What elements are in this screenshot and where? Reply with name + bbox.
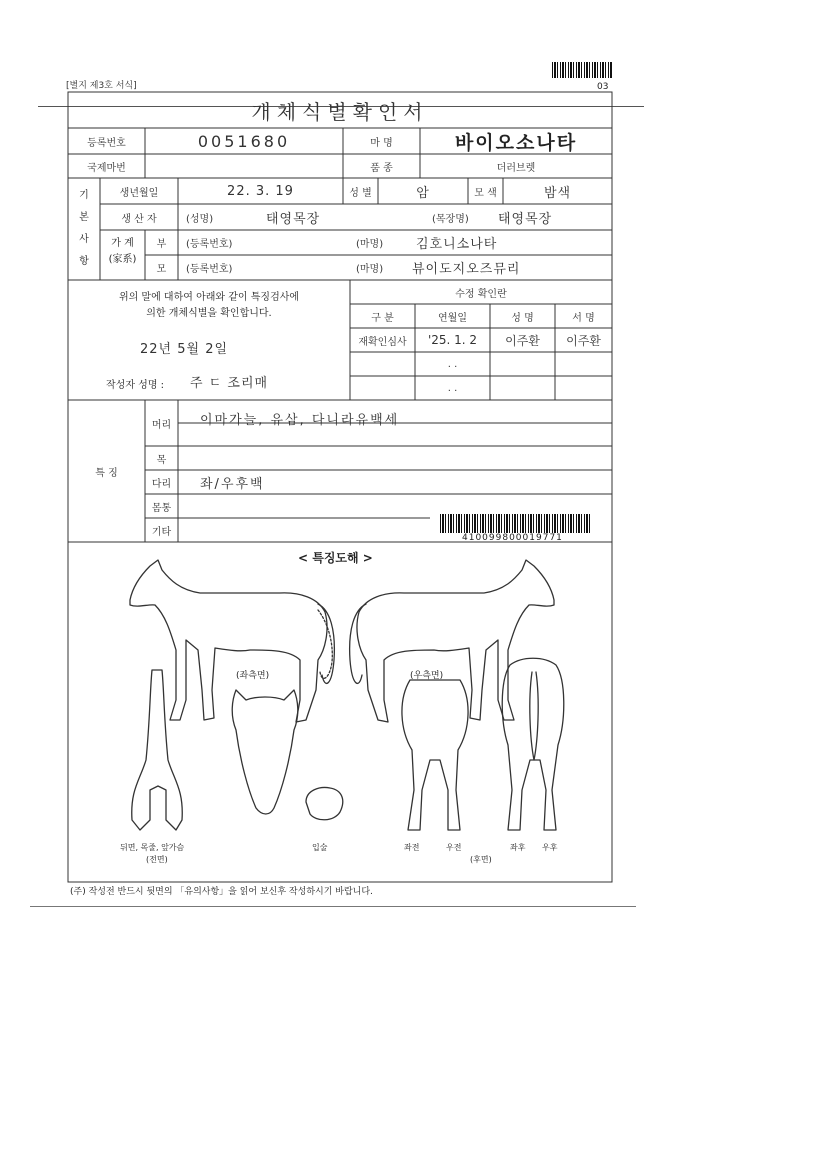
front-caption: 뒤면, 목줄, 앞가슴	[120, 843, 185, 852]
rf-label: 우전	[446, 843, 462, 852]
page-title: 개체식별확인서	[251, 100, 429, 124]
revision-col-name: 성 명	[511, 312, 534, 324]
sex-label: 성 별	[349, 187, 372, 199]
leg-label: 다리	[151, 478, 172, 490]
footer-scan-line	[30, 906, 636, 907]
revision-row1-name: 이주환	[505, 333, 540, 348]
farm-label: (목장명)	[432, 213, 469, 225]
revision-row1-sign: 이주환	[566, 333, 601, 348]
lh-label: 좌후	[510, 843, 526, 852]
right-side-horse-drawing	[350, 560, 554, 722]
coat-value: 밤색	[543, 185, 572, 201]
revision-title: 수정 확인란	[455, 288, 507, 300]
rh-label: 우후	[542, 843, 558, 852]
leg-value: 좌/우후백	[200, 476, 265, 492]
reg-no-label: 등록번호	[87, 137, 126, 149]
rear-label: (후면)	[470, 855, 492, 864]
birth-value: 22. 3. 19	[227, 183, 294, 199]
birth-label: 생년월일	[119, 187, 159, 199]
breed-value: 더러브렛	[496, 162, 536, 174]
dam-reg-label: (등록번호)	[186, 264, 233, 275]
sire-name-value: 김호니소나타	[416, 237, 498, 252]
revision-row2-dots: . .	[447, 358, 458, 370]
left-side-horse-drawing	[130, 560, 334, 722]
form-reference: [별지 제3호 서식]	[66, 81, 137, 91]
sire-reg-label: (등록번호)	[186, 239, 233, 250]
basic-section-label: 기 본 사 항	[79, 190, 89, 267]
muzzle-label: 입술	[312, 843, 328, 852]
revision-col-sign: 서 명	[572, 312, 595, 324]
sex-value: 암	[416, 185, 430, 201]
confirm-text: 위의 말에 대하여 아래와 같이 특징검사에 의한 개체식별을 확인합니다.	[118, 292, 300, 319]
sire-name-label: (마명)	[356, 239, 384, 250]
front-legs-drawing	[402, 680, 468, 830]
diagram-title: < 특징도해 >	[298, 551, 373, 565]
head-value: 이마가늘, 유삼, 다니라유백세	[200, 412, 400, 428]
lf-label: 좌전	[404, 843, 420, 852]
head-label: 머리	[151, 419, 172, 431]
features-section-label: 특 징	[95, 467, 118, 479]
dam-name-label: (마명)	[356, 264, 384, 275]
body-label: 몸통	[151, 502, 172, 514]
revision-row1-type: 재확인심사	[358, 336, 407, 348]
lineage-label: 가 계 (家系)	[108, 238, 137, 265]
revision-col-type: 구 분	[371, 312, 394, 324]
form-code: 03	[597, 82, 609, 92]
reg-no-value: 0051680	[197, 131, 291, 151]
farm-value: 태영목장	[498, 211, 553, 227]
dam-label: 모	[156, 264, 167, 275]
revision-col-date: 연월일	[438, 312, 467, 324]
front-label: (전면)	[146, 855, 168, 864]
horse-name-label: 마 명	[370, 137, 393, 149]
front-view-drawing	[132, 670, 183, 830]
head-front-drawing	[232, 690, 298, 814]
breed-label: 품 종	[370, 162, 393, 174]
feature-barcode-number: 410099800019771	[462, 533, 563, 543]
dam-name-value: 뷰이도지오즈뮤리	[412, 262, 521, 277]
breeder-label: 생 산 자	[121, 213, 157, 225]
intl-no-label: 국제마번	[87, 162, 126, 174]
revision-row3-dots: . .	[447, 382, 458, 394]
other-label: 기타	[151, 526, 172, 538]
right-side-label: (우측면)	[410, 671, 444, 681]
breeder-name-label: (성명)	[186, 213, 214, 225]
writer-label: 작성자 성명 :	[106, 380, 165, 391]
muzzle-drawing	[306, 788, 343, 820]
left-side-label: (좌측면)	[236, 671, 270, 681]
writer-value: 주 ㄷ 조리매	[190, 376, 269, 391]
breeder-name-value: 태영목장	[266, 211, 321, 227]
coat-label: 모 색	[474, 187, 497, 199]
neck-label: 목	[156, 454, 167, 466]
rear-view-drawing	[502, 658, 564, 830]
revision-row1-date: '25. 1. 2	[427, 333, 478, 347]
horse-name-value: 바이오소나타	[454, 131, 578, 154]
confirm-date: 22년 5월 2일	[140, 342, 229, 357]
sire-label: 부	[156, 239, 167, 250]
footer-note: (주) 작성전 반드시 뒷면의 「유의사항」을 읽어 보신후 작성하시기 바랍니다.	[70, 887, 373, 897]
